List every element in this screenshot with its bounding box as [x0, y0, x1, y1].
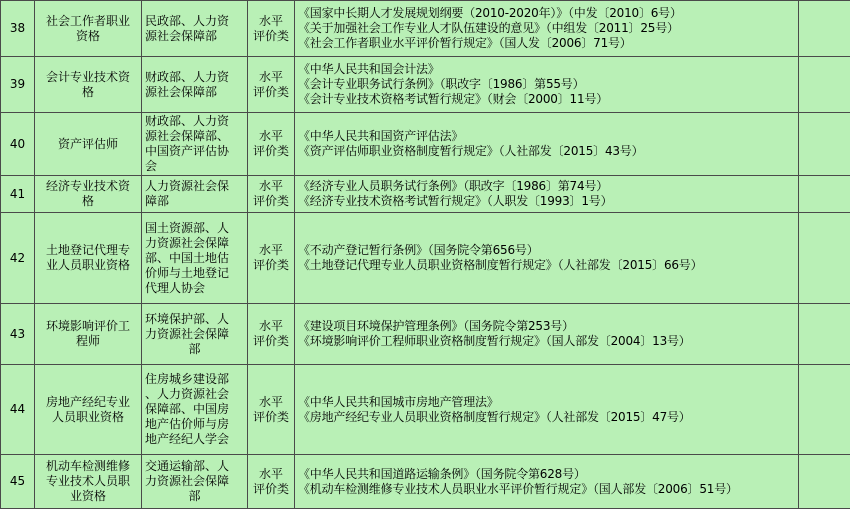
basis-line: 《建设项目环境保护管理条例》（国务院令第253号）: [298, 319, 795, 334]
remarks-cell: [799, 176, 850, 213]
name-line: 机动车检测维修: [38, 459, 138, 474]
type-line: 评价类: [251, 334, 291, 349]
remarks-cell: [799, 455, 850, 509]
table-row: [1, 304, 850, 365]
dept-line: 部: [145, 489, 244, 504]
qualification-name: [35, 1, 142, 57]
name-line: 会计专业技术资: [38, 70, 138, 85]
dept-line: 力资源社会保障: [145, 236, 244, 251]
dept-line: 地产估价师与房: [145, 417, 244, 432]
type-line: 水平: [251, 179, 291, 194]
dept-line: 力资源社会保障: [145, 474, 244, 489]
basis-line: 《中华人民共和国道路运输条例》（国务院令第628号）: [298, 467, 795, 482]
implementing-department: [142, 176, 248, 213]
dept-line: 人力资源社会保: [145, 179, 244, 194]
table-row: [1, 213, 850, 304]
basis-line: 《资产评估师职业资格制度暂行规定》（人社部发〔2015〕43号）: [298, 144, 795, 159]
name-line: 经济专业技术资: [38, 179, 138, 194]
basis-line: 《中华人民共和国会计法》: [298, 62, 795, 77]
name-line: 专业技术人员职: [38, 474, 138, 489]
name-line: 程师: [38, 334, 138, 349]
row-number: 42: [1, 213, 35, 304]
dept-line: 环境保护部、人: [145, 312, 244, 327]
dept-line: 国土资源部、人: [145, 221, 244, 236]
name-line: 格: [38, 194, 138, 209]
table-row: [1, 1, 850, 57]
implementing-department: [142, 213, 248, 304]
dept-line: 源社会保障部: [145, 29, 244, 44]
qualification-type: [248, 213, 295, 304]
type-line: 评价类: [251, 29, 291, 44]
remarks-cell: [799, 113, 850, 176]
legal-basis: [295, 176, 799, 213]
implementing-department: [142, 1, 248, 57]
type-line: 水平: [251, 129, 291, 144]
name-line: 资格: [38, 29, 138, 44]
table-row: [1, 365, 850, 455]
basis-line: 《经济专业技术资格考试暂行规定》（人职发〔1993〕1号）: [298, 194, 795, 209]
qualification-type: [248, 176, 295, 213]
implementing-department: [142, 455, 248, 509]
basis-line: 《社会工作者职业水平评价暂行规定》（国人发〔2006〕71号）: [298, 36, 795, 51]
name-line: 房地产经纪专业: [38, 395, 138, 410]
basis-line: 《中华人民共和国资产评估法》: [298, 129, 795, 144]
row-number: 38: [1, 1, 35, 57]
name-line: 环境影响评价工: [38, 319, 138, 334]
implementing-department: [142, 113, 248, 176]
name-line: 业资格: [38, 489, 138, 504]
dept-line: 民政部、人力资: [145, 14, 244, 29]
qualification-name: [35, 113, 142, 176]
type-line: 评价类: [251, 482, 291, 497]
dept-line: 交通运输部、人: [145, 459, 244, 474]
dept-line: 中国资产评估协: [145, 144, 244, 159]
qualification-type: [248, 57, 295, 113]
qualification-name: [35, 455, 142, 509]
dept-line: 部、中国土地估: [145, 251, 244, 266]
legal-basis: [295, 57, 799, 113]
name-line: 土地登记代理专: [38, 243, 138, 258]
remarks-cell: [799, 57, 850, 113]
dept-line: 财政部、人力资: [145, 70, 244, 85]
basis-line: 《国家中长期人才发展规划纲要（2010-2020年）》（中发〔2010〕6号）: [298, 6, 795, 21]
name-line: 人员职业资格: [38, 410, 138, 425]
row-number: 45: [1, 455, 35, 509]
name-line: 格: [38, 85, 138, 100]
remarks-cell: [799, 365, 850, 455]
type-line: 水平: [251, 395, 291, 410]
qualification-type: [248, 304, 295, 365]
dept-line: 、人力资源社会: [145, 387, 244, 402]
legal-basis: [295, 113, 799, 176]
dept-line: 住房城乡建设部: [145, 372, 244, 387]
legal-basis: [295, 455, 799, 509]
row-number: 43: [1, 304, 35, 365]
legal-basis: [295, 304, 799, 365]
implementing-department: [142, 365, 248, 455]
type-line: 评价类: [251, 258, 291, 273]
name-line: 资产评估师: [38, 137, 138, 152]
basis-line: 《土地登记代理专业人员职业资格制度暂行规定》（人社部发〔2015〕66号）: [298, 258, 795, 273]
type-line: 评价类: [251, 410, 291, 425]
qualification-name: [35, 57, 142, 113]
type-line: 评价类: [251, 144, 291, 159]
table-row: [1, 113, 850, 176]
basis-line: 《会计专业职务试行条例》（职改字〔1986〕第55号）: [298, 77, 795, 92]
dept-line: 障部: [145, 194, 244, 209]
basis-line: 《不动产登记暂行条例》（国务院令第656号）: [298, 243, 795, 258]
row-number: 39: [1, 57, 35, 113]
type-line: 评价类: [251, 85, 291, 100]
dept-line: 保障部、中国房: [145, 402, 244, 417]
basis-line: 《机动车检测维修专业技术人员职业水平评价暂行规定》（国人部发〔2006〕51号）: [298, 482, 795, 497]
table-body: [1, 1, 850, 509]
qualification-type: [248, 365, 295, 455]
qualification-name: [35, 304, 142, 365]
type-line: 水平: [251, 14, 291, 29]
basis-line: 《经济专业人员职务试行条例》（职改字〔1986〕第74号）: [298, 179, 795, 194]
basis-line: 《关于加强社会工作专业人才队伍建设的意见》（中组发〔2011〕25号）: [298, 21, 795, 36]
dept-line: 力资源社会保障: [145, 327, 244, 342]
remarks-cell: [799, 304, 850, 365]
qualification-type: [248, 1, 295, 57]
qualification-name: [35, 213, 142, 304]
table-row: [1, 176, 850, 213]
type-line: 水平: [251, 70, 291, 85]
type-line: 水平: [251, 319, 291, 334]
basis-line: 《中华人民共和国城市房地产管理法》: [298, 395, 795, 410]
implementing-department: [142, 304, 248, 365]
basis-line: 《房地产经纪专业人员职业资格制度暂行规定》（人社部发〔2015〕47号）: [298, 410, 795, 425]
legal-basis: [295, 1, 799, 57]
row-number: 41: [1, 176, 35, 213]
qualification-type: [248, 455, 295, 509]
basis-line: 《会计专业技术资格考试暂行规定》（财会〔2000〕11号）: [298, 92, 795, 107]
qualification-name: [35, 176, 142, 213]
row-number: 44: [1, 365, 35, 455]
type-line: 水平: [251, 467, 291, 482]
dept-line: 价师与土地登记: [145, 266, 244, 281]
dept-line: 财政部、人力资: [145, 114, 244, 129]
dept-line: 部: [145, 342, 244, 357]
dept-line: 源社会保障部: [145, 85, 244, 100]
qualification-name: [35, 365, 142, 455]
table-row: [1, 455, 850, 509]
remarks-cell: [799, 213, 850, 304]
row-number: 40: [1, 113, 35, 176]
implementing-department: [142, 57, 248, 113]
name-line: 业人员职业资格: [38, 258, 138, 273]
type-line: 水平: [251, 243, 291, 258]
legal-basis: [295, 213, 799, 304]
dept-line: 源社会保障部、: [145, 129, 244, 144]
table-row: [1, 57, 850, 113]
name-line: 社会工作者职业: [38, 14, 138, 29]
dept-line: 地产经纪人学会: [145, 432, 244, 447]
dept-line: 会: [145, 159, 244, 174]
legal-basis: [295, 365, 799, 455]
basis-line: 《环境影响评价工程师职业资格制度暂行规定》（国人部发〔2004〕13号）: [298, 334, 795, 349]
type-line: 评价类: [251, 194, 291, 209]
dept-line: 代理人协会: [145, 281, 244, 296]
remarks-cell: [799, 1, 850, 57]
qualification-type: [248, 113, 295, 176]
